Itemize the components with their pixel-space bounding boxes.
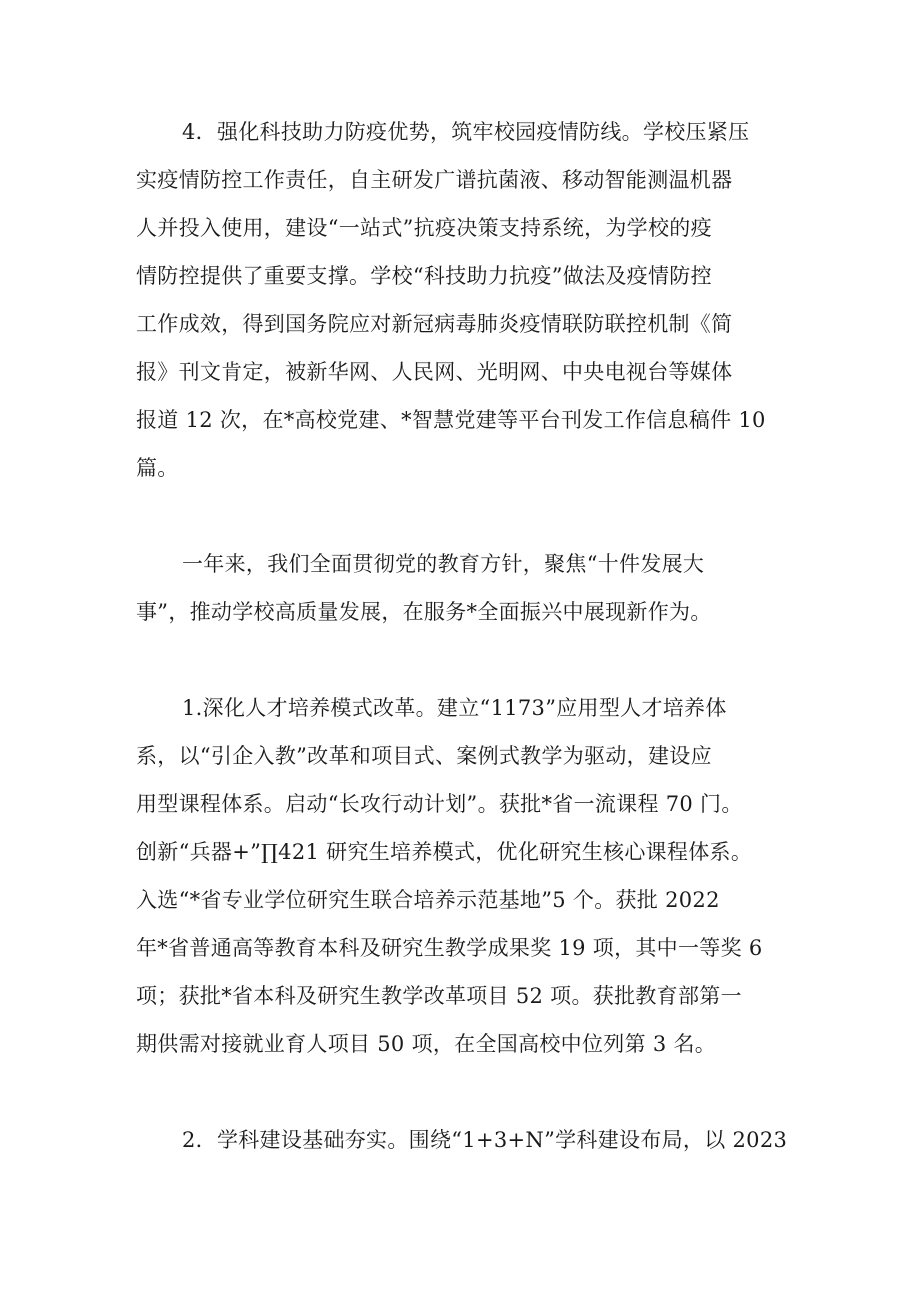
text-line: 年*省普通高等教育本科及研究生教学成果奖 19 项，其中一等奖 6 <box>136 936 763 960</box>
text-line: 1.深化人才培养模式改革。建立“1173”应用型人才培养体 <box>182 696 727 720</box>
text-line: 4．强化科技助力防疫优势，筑牢校园疫情防线。学校压紧压 <box>182 120 750 144</box>
text-line: 情防控提供了重要支撑。学校“科技助力抗疫”做法及疫情防控 <box>136 264 712 288</box>
text-line: 2．学科建设基础夯实。围绕“1+3+N”学科建设布局，以 2023 <box>182 1128 788 1152</box>
text-line: 报道 12 次，在*高校党建、*智慧党建等平台刊发工作信息稿件 10 <box>136 408 766 432</box>
text-line: 事”，推动学校高质量发展，在服务*全面振兴中展现新作为。 <box>136 600 712 624</box>
text-line: 创新“兵器+”∏421 研究生培养模式，优化研究生核心课程体系。 <box>136 840 753 864</box>
text-line: 人并投入使用，建设“一站式”抗疫决策支持系统，为学校的疫 <box>136 216 712 240</box>
text-line: 用型课程体系。启动“长攻行动计划”。获批*省一流课程 70 门。 <box>136 792 743 816</box>
text-line: 一年来，我们全面贯彻党的教育方针，聚焦“十件发展大 <box>182 552 705 576</box>
text-line: 系，以“引企入教”改革和项目式、案例式教学为驱动，建设应 <box>136 744 712 768</box>
text-line: 入选“*省专业学位研究生联合培养示范基地”5 个。获批 2022 <box>136 888 720 912</box>
text-line: 实疫情防控工作责任，自主研发广谱抗菌液、移动智能测温机器 <box>136 168 733 192</box>
text-line: 工作成效，得到国务院应对新冠病毒肺炎疫情联防联控机制《简 <box>136 312 733 336</box>
text-line: 项；获批*省本科及研究生教学改革项目 52 项。获批教育部第一 <box>136 984 742 1008</box>
text-line: 篇。 <box>136 456 179 480</box>
text-line: 报》刊文肯定，被新华网、人民网、光明网、中央电视台等媒体 <box>136 360 733 384</box>
text-line: 期供需对接就业育人项目 50 项，在全国高校中位列第 3 名。 <box>136 1032 717 1056</box>
